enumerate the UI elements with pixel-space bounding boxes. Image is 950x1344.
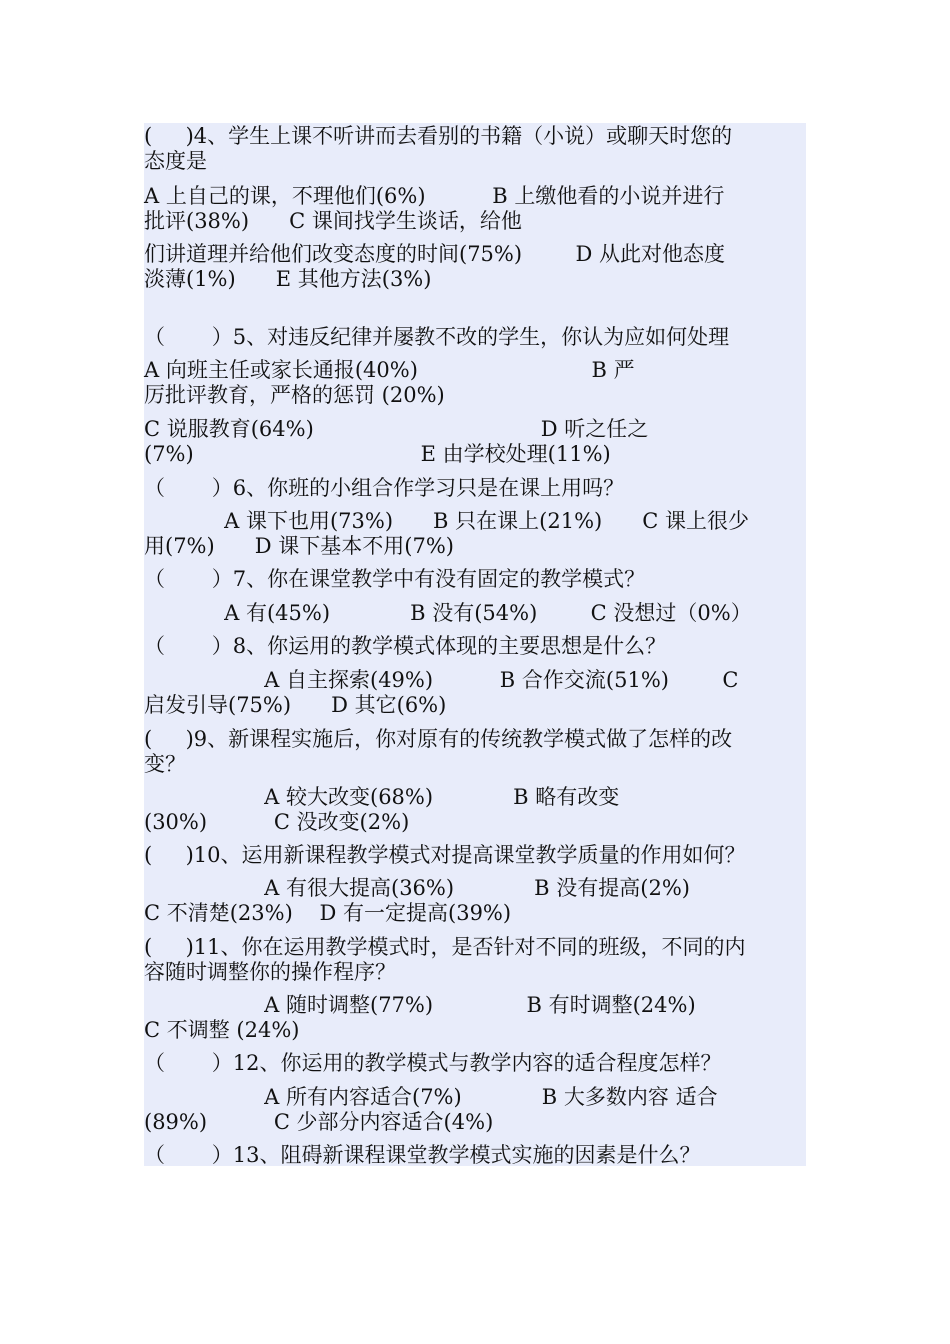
question-12-line: （ ）12、你运用的教学模式与教学内容的适合程度怎样？	[144, 1051, 722, 1075]
question-5-options-line-1: A 向班主任或家长通报(40%) B 严	[144, 358, 635, 382]
question-6-options-line-1: A 课下也用(73%) B 只在课上(21%) C 课上很少	[144, 509, 750, 533]
question-11-line-1: ( )11、你在运用教学模式时，是否针对不同的班级，不同的内	[144, 935, 746, 959]
question-4-line-2: 态度是	[144, 149, 207, 173]
question-5-options-line-2: 厉批评教育，严格的惩罚 (20%)	[144, 383, 445, 407]
question-9-line-2: 变？	[144, 752, 186, 776]
question-8-options-line-1: A 自主探索(49%) B 合作交流(51%) C	[144, 668, 739, 692]
question-11-options-line-1: A 随时调整(77%) B 有时调整(24%)	[144, 993, 696, 1017]
question-4-options-line-3: 们讲道理并给他们改变态度的时间(75%) D 从此对他态度	[144, 242, 725, 266]
question-4-options-line-1: A 上自己的课，不理他们(6%) B 上缴他看的小说并进行	[144, 184, 725, 208]
question-13-line: （ ）13、阻碍新课程课堂教学模式实施的因素是什么？	[144, 1143, 701, 1167]
question-12-options-line-2: (89%) C 少部分内容适合(4%)	[144, 1110, 494, 1134]
question-9-options-line-2: (30%) C 没改变(2%)	[144, 810, 410, 834]
question-4-line-1: ( )4、学生上课不听讲而去看别的书籍（小说）或聊天时您的	[144, 124, 733, 148]
question-7-line: （ ）7、你在课堂教学中有没有固定的教学模式？	[144, 567, 646, 591]
question-8-line: （ ）8、你运用的教学模式体现的主要思想是什么？	[144, 634, 667, 658]
question-5-options-line-4: (7%) E 由学校处理(11%)	[144, 442, 611, 466]
question-8-options-line-2: 启发引导(75%) D 其它(6%)	[144, 693, 447, 717]
question-7-options-line: A 有(45%) B 没有(54%) C 没想过（0%）	[144, 601, 752, 625]
question-11-options-line-2: C 不调整 (24%)	[144, 1018, 300, 1042]
question-9-options-line-1: A 较大改变(68%) B 略有改变	[144, 785, 620, 809]
question-6-options-line-2: 用(7%) D 课下基本不用(7%)	[144, 534, 454, 558]
question-10-line: ( )10、运用新课程教学模式对提高课堂教学质量的作用如何？	[144, 843, 746, 867]
question-5-line: （ ）5、对违反纪律并屡教不改的学生，你认为应如何处理	[144, 325, 730, 349]
question-6-line: （ ）6、你班的小组合作学习只是在课上用吗？	[144, 476, 625, 500]
question-5-options-line-3: C 说服教育(64%) D 听之任之	[144, 417, 649, 441]
question-12-options-line-1: A 所有内容适合(7%) B 大多数内容 适合	[144, 1085, 718, 1109]
question-9-line-1: ( )9、新课程实施后，你对原有的传统教学模式做了怎样的改	[144, 727, 733, 751]
question-10-options-line-1: A 有很大提高(36%) B 没有提高(2%)	[144, 876, 690, 900]
question-10-options-line-2: C 不清楚(23%) D 有一定提高(39%)	[144, 901, 512, 925]
question-11-line-2: 容随时调整你的操作程序？	[144, 960, 396, 984]
question-4-options-line-4: 淡薄(1%) E 其他方法(3%)	[144, 267, 432, 291]
question-4-options-line-2: 批评(38%) C 课间找学生谈话，给他	[144, 209, 522, 233]
